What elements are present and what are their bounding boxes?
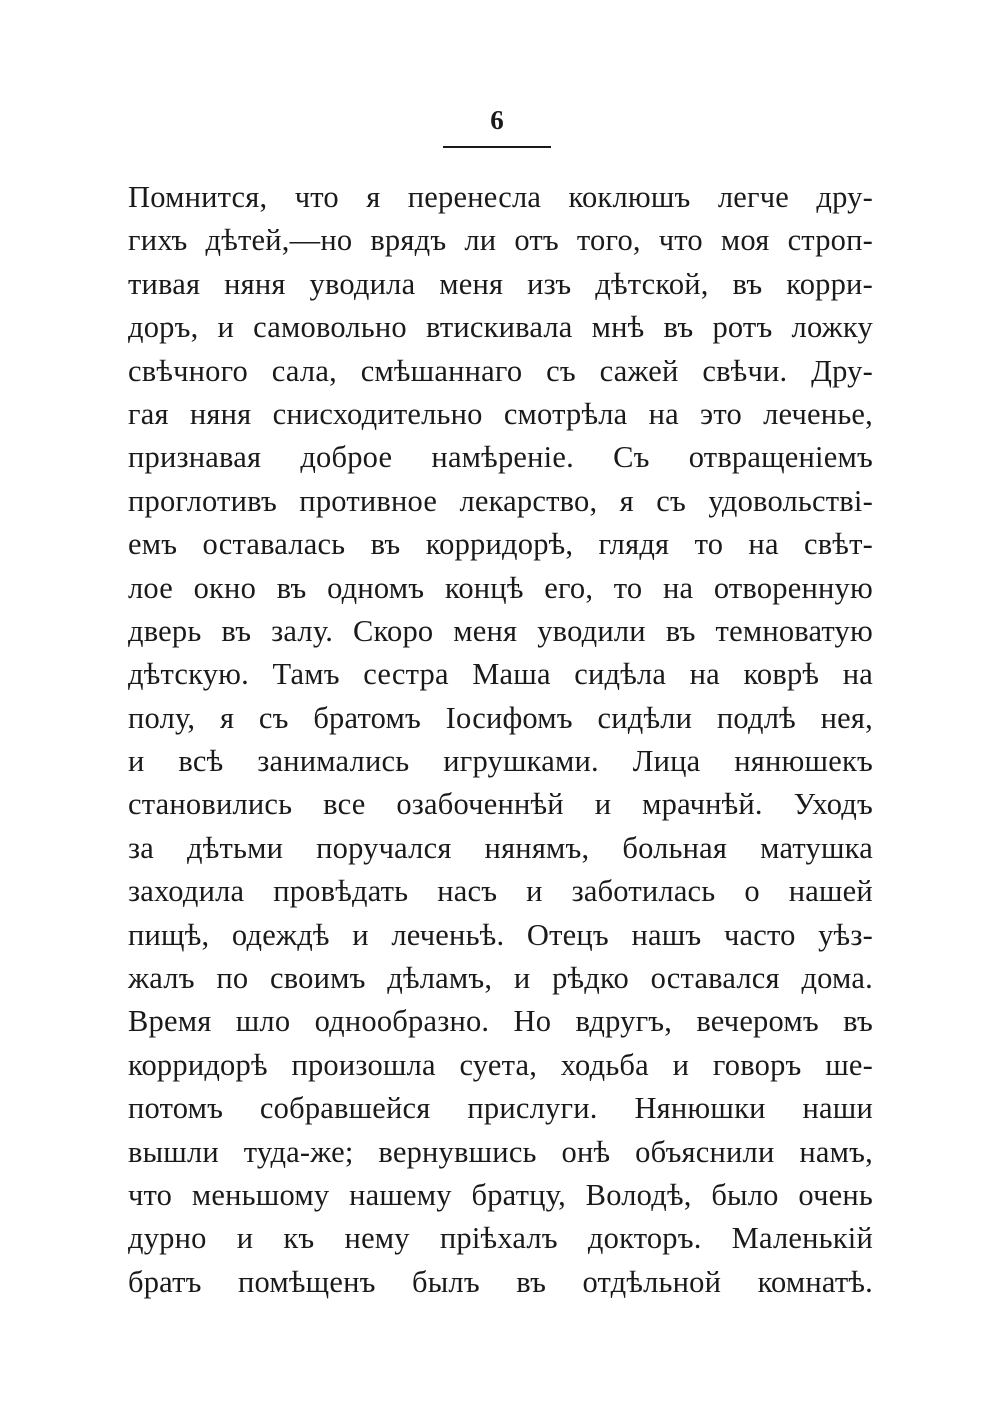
word: дѣламъ,: [387, 961, 493, 996]
text-line: [128, 783, 873, 826]
word: одеждѣ: [231, 917, 330, 952]
word: нея,: [820, 700, 873, 735]
word: няня: [224, 266, 286, 301]
word: врядъ: [370, 223, 447, 258]
text-line: [128, 263, 873, 306]
word: все: [323, 787, 366, 822]
word: проглотивъ: [128, 483, 277, 518]
word: въ: [665, 613, 696, 648]
word: изъ: [527, 266, 572, 301]
word: туда-же;: [243, 1134, 354, 1169]
text-line: [128, 610, 873, 653]
word: и: [352, 917, 369, 952]
word: собравшейся: [259, 1091, 431, 1126]
word: дѣтской,: [595, 266, 709, 301]
word: свѣчного: [128, 353, 249, 388]
word: вышли: [128, 1134, 219, 1169]
word: няня: [189, 396, 252, 431]
word: Но: [513, 1004, 552, 1039]
word: помѣщенъ: [238, 1264, 376, 1299]
word: въ: [663, 310, 694, 345]
word: очень: [798, 1177, 873, 1212]
word: докторъ.: [587, 1221, 702, 1256]
word: оставался: [650, 961, 780, 996]
word: мрачнѣй.: [642, 787, 763, 822]
word: ложку: [791, 310, 873, 345]
word: перенесла: [407, 180, 542, 214]
word: и: [513, 961, 531, 996]
word: это: [700, 396, 742, 431]
word: въ: [516, 1264, 547, 1299]
word: произошла: [291, 1047, 436, 1082]
word: братцу,: [471, 1177, 566, 1212]
word: провѣдать: [273, 874, 409, 909]
word: дурно: [128, 1221, 207, 1256]
word: ше-: [825, 1047, 873, 1082]
word: сала,: [271, 353, 337, 388]
word: того,: [576, 223, 641, 258]
word: къ: [283, 1221, 315, 1256]
text-line: [128, 1087, 873, 1130]
word: онѣ: [561, 1134, 611, 1169]
word: вечеромъ: [696, 1004, 819, 1039]
word: игрушками.: [443, 744, 599, 779]
word: оставалась: [202, 527, 346, 562]
word: озабоченнѣй: [396, 787, 564, 822]
word: концѣ: [444, 570, 524, 605]
word: окно: [193, 570, 257, 605]
word: моя: [720, 223, 770, 258]
word: становились: [128, 787, 293, 822]
word: поручался: [316, 830, 452, 865]
word: лекарство,: [459, 483, 598, 518]
text-line: [128, 306, 873, 349]
word: темноватую: [715, 613, 873, 648]
word: матушка: [760, 830, 873, 865]
word: было: [711, 1177, 779, 1212]
text-line: [128, 1044, 873, 1087]
word: тивая: [128, 266, 201, 301]
word: братъ: [128, 1264, 202, 1299]
word: дѣтьми: [187, 830, 284, 865]
word: я: [219, 700, 235, 735]
word: на: [662, 570, 694, 605]
word: самовольно: [253, 310, 407, 345]
word: Отецъ: [526, 917, 609, 952]
word: Володѣ,: [585, 1177, 692, 1212]
word: доброе: [300, 440, 393, 475]
text-line: [128, 870, 873, 913]
word: одномъ: [327, 570, 425, 605]
word: меня: [439, 266, 504, 301]
word: коклюшъ: [568, 180, 691, 214]
page-number-rule: [443, 146, 551, 148]
word: свѣчи.: [702, 353, 788, 388]
word: глядя: [598, 527, 670, 562]
word: снисходительно: [272, 396, 483, 431]
word: уводила: [309, 266, 416, 301]
word: вернувшись: [378, 1134, 537, 1169]
text-line: [128, 1174, 873, 1217]
text-line: [128, 697, 873, 740]
page-number: 6: [490, 105, 504, 135]
word: дѣтей,—но: [205, 223, 353, 258]
word: своимъ: [270, 961, 366, 996]
word: ли: [464, 223, 497, 258]
word: легче: [717, 180, 790, 214]
word: отъ: [514, 223, 559, 258]
text-line: [128, 914, 873, 957]
text-line: [128, 740, 873, 783]
text-line: [128, 393, 873, 436]
word: меньшому: [191, 1177, 330, 1212]
text-line: [128, 827, 873, 870]
word: то: [613, 570, 643, 605]
text-line: [128, 653, 873, 696]
word: что: [128, 1177, 173, 1212]
word: всѣ: [178, 744, 224, 779]
word: объяснили: [635, 1134, 775, 1169]
word: и: [128, 744, 145, 779]
word: пріѣхалъ: [439, 1221, 558, 1256]
word: прислуги.: [467, 1091, 598, 1126]
word: отдѣльной: [582, 1264, 722, 1299]
word: свѣт-: [803, 527, 873, 562]
word: леченьѣ.: [391, 917, 505, 952]
word: однообразно.: [314, 1004, 490, 1039]
word: дру-: [816, 180, 873, 214]
word: подлѣ: [716, 700, 796, 735]
word: емъ: [128, 527, 178, 562]
word: и: [217, 310, 235, 345]
text-line: [128, 957, 873, 1000]
text-line: [128, 436, 873, 479]
word: что: [658, 223, 703, 258]
word: больная: [622, 830, 728, 865]
word: съ: [258, 700, 289, 735]
word: заходила: [128, 874, 245, 909]
word: часто: [723, 917, 796, 952]
word: суета,: [459, 1047, 538, 1082]
text-line: [128, 1131, 873, 1174]
word: нему: [344, 1221, 410, 1256]
word: дѣтскую.: [128, 657, 249, 692]
word: за: [128, 830, 154, 865]
word: коврѣ: [743, 657, 820, 692]
word: нашей: [788, 874, 873, 909]
text-line: [128, 350, 873, 393]
word: противное: [299, 483, 438, 518]
word: корридорѣ,: [425, 527, 574, 562]
word: въ: [732, 266, 763, 301]
word: съ: [656, 483, 686, 518]
word: Уходъ: [793, 787, 873, 822]
text-line: [128, 480, 873, 523]
word: заботилась: [571, 874, 716, 909]
word: и: [594, 787, 612, 822]
word: Маша: [472, 657, 551, 692]
word: ходьба: [560, 1047, 649, 1082]
word: ротъ: [712, 310, 773, 345]
word: на: [689, 657, 720, 692]
word: сестра: [363, 657, 449, 692]
word: пищѣ,: [128, 917, 210, 952]
word: смѣшаннаго: [360, 353, 523, 388]
word: корридорѣ: [128, 1047, 268, 1082]
word: его,: [544, 570, 594, 605]
word: по: [216, 961, 249, 996]
text-line: [128, 1261, 873, 1304]
word: Скоро: [352, 613, 434, 648]
word: вдругъ,: [575, 1004, 673, 1039]
word: жалъ: [128, 961, 195, 996]
word: въ: [276, 570, 307, 605]
word: о: [744, 874, 760, 909]
word: нашему: [349, 1177, 452, 1212]
word: съ: [546, 353, 576, 388]
word: гихъ: [128, 223, 188, 258]
word: удовольствi-: [708, 483, 873, 518]
word: леченье,: [763, 396, 873, 431]
word: смотрѣла: [503, 396, 628, 431]
word: рѣдко: [552, 961, 629, 996]
word: дома.: [801, 961, 873, 996]
word: Іосифомъ: [445, 700, 573, 735]
word: намѣреніе.: [431, 440, 574, 475]
word: я: [619, 483, 634, 518]
word: нашъ: [631, 917, 702, 952]
word: полу,: [128, 700, 196, 735]
word: на: [648, 396, 679, 431]
text-line: [128, 219, 873, 262]
word: въ: [370, 527, 401, 562]
word: комнатѣ.: [757, 1264, 873, 1299]
text-line: [128, 523, 873, 566]
word: сидѣла: [574, 657, 667, 692]
word: втискивала: [425, 310, 573, 345]
text-line: [128, 176, 873, 219]
word: нянюшекъ: [734, 744, 873, 779]
word: доръ,: [128, 310, 199, 345]
word: залу.: [271, 613, 334, 648]
word: дверь: [128, 613, 202, 648]
word: то: [694, 527, 724, 562]
word: и: [672, 1047, 690, 1082]
word: что: [294, 180, 339, 214]
word: гая: [128, 396, 169, 431]
word: Тамъ: [272, 657, 340, 692]
word: потомъ: [128, 1091, 224, 1126]
word: отвращеніемъ: [688, 440, 873, 475]
word: я: [366, 180, 381, 214]
word: Помнится,: [128, 180, 268, 214]
word: сажей: [599, 353, 679, 388]
word: строп-: [787, 223, 873, 258]
word: и: [526, 874, 543, 909]
word: наши: [802, 1091, 873, 1126]
word: признавая: [128, 440, 262, 475]
word: шло: [235, 1004, 291, 1039]
word: мнѣ: [591, 310, 645, 345]
word: Время: [128, 1004, 212, 1039]
text-line: [128, 567, 873, 610]
word: отворенную: [713, 570, 873, 605]
word: и: [236, 1221, 254, 1256]
word: Маленькій: [731, 1221, 873, 1256]
word: нянямъ,: [484, 830, 590, 865]
word: уѣз-: [818, 917, 873, 952]
word: на: [842, 657, 873, 692]
text-line: [128, 1217, 873, 1260]
word: лое: [128, 570, 173, 605]
word: уводили: [537, 613, 646, 648]
word: въ: [843, 1004, 873, 1039]
word: корри-: [786, 266, 873, 301]
word: былъ: [412, 1264, 480, 1299]
word: Дру-: [811, 353, 873, 388]
word: Лица: [632, 744, 701, 779]
body-text: [128, 176, 873, 1304]
word: меня: [453, 613, 518, 648]
text-line: [128, 1000, 873, 1043]
word: въ: [221, 613, 252, 648]
word: братомъ: [313, 700, 421, 735]
word: сидѣли: [597, 700, 693, 735]
word: Съ: [613, 440, 650, 475]
word: насъ: [437, 874, 498, 909]
word: намъ,: [799, 1134, 873, 1169]
word: Нянюшки: [634, 1091, 766, 1126]
word: говоръ: [712, 1047, 802, 1082]
word: занимались: [257, 744, 410, 779]
word: на: [748, 527, 779, 562]
